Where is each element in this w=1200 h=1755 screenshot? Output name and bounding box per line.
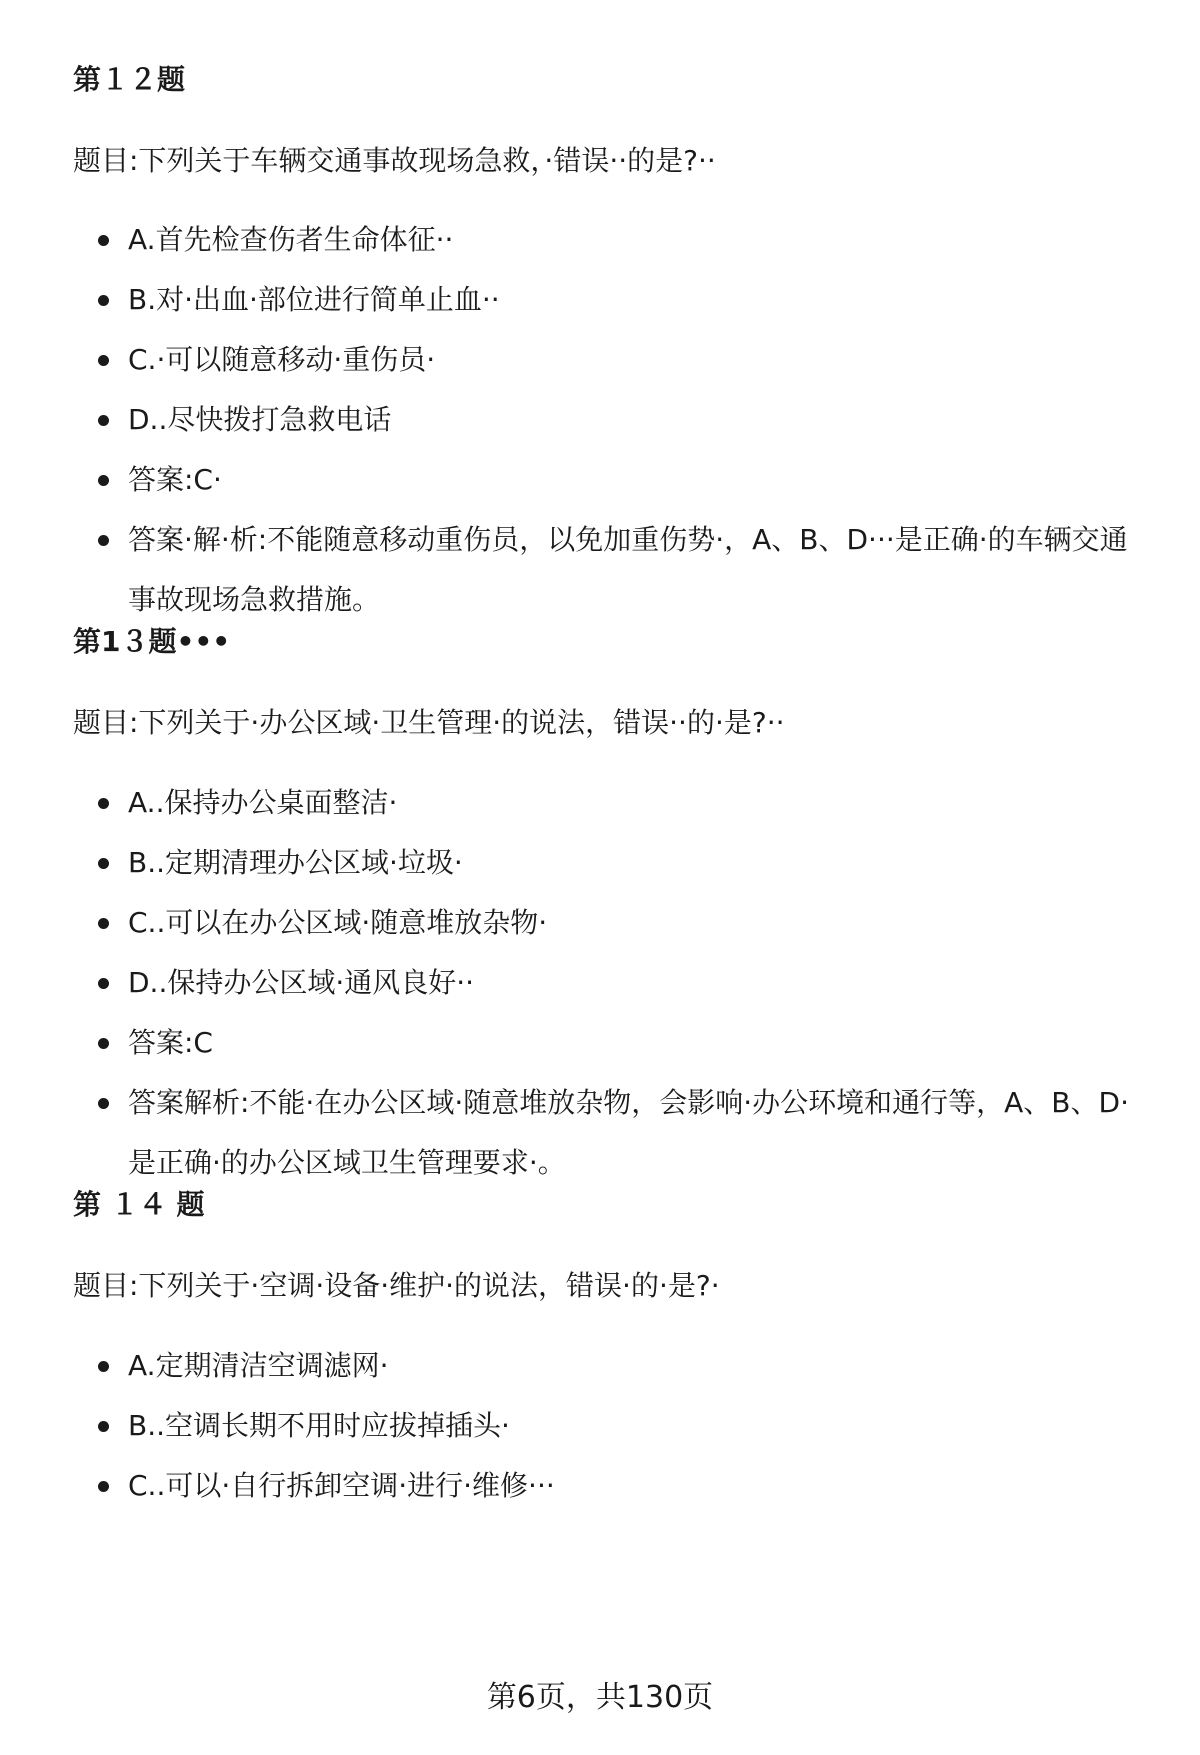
- question-12-options: [73, 210, 1153, 630]
- question-13-options: [73, 773, 1153, 1193]
- question-14-option-c: C..可以·自行拆卸空调·进行·维修···: [73, 1456, 1153, 1516]
- question-14-title: 第 １４ 题: [73, 1188, 205, 1221]
- question-12-option-b: B.对·出血·部位进行简单止血··: [73, 270, 1153, 330]
- question-12-analysis: 答案·解·析:不能随意移动重伤员，以免加重伤势·，A、B、D···是正确·的车辆交通事故现场急救措施。: [73, 510, 1153, 630]
- question-13-option-b: B..定期清理办公区域·垃圾·: [73, 833, 1153, 893]
- question-14-options: [73, 1336, 1153, 1516]
- question-13-title: 第1３题•••: [73, 625, 231, 658]
- question-13-option-c: C..可以在办公区域·随意堆放杂物·: [73, 893, 1153, 953]
- question-12-option-a: A.首先检查伤者生命体征··: [73, 210, 1153, 270]
- question-12-stem: 题目:下列关于车辆交通事故现场急救，·错误··的是?··: [73, 144, 716, 177]
- question-14-option-b: B..空调长期不用时应拔掉插头·: [73, 1396, 1153, 1456]
- question-12-option-d: D..尽快拨打急救电话: [73, 390, 1153, 450]
- question-13-stem: 题目:下列关于·办公区域·卫生管理·的说法，错误··的·是?··: [73, 706, 785, 739]
- question-12-option-c: C.·可以随意移动·重伤员·: [73, 330, 1153, 390]
- question-13-option-d: D..保持办公区域·通风良好··: [73, 953, 1153, 1013]
- question-13-option-a: A..保持办公桌面整洁·: [73, 773, 1153, 833]
- question-12-title: 第１２题: [73, 63, 186, 96]
- question-14-stem: 题目:下列关于·空调·设备·维护·的说法，错误·的·是?·: [73, 1269, 720, 1302]
- question-13-answer: 答案:C: [73, 1013, 1153, 1073]
- question-12-answer: 答案:C·: [73, 450, 1153, 510]
- page-footer: 第6页，共130页: [486, 1680, 714, 1715]
- question-13-analysis: 答案解析:不能·在办公区域·随意堆放杂物，会影响·办公环境和通行等，A、B、D·是正确·的办公区域卫生管理要求·。: [73, 1073, 1153, 1193]
- question-14-option-a: A.定期清洁空调滤网·: [73, 1336, 1153, 1396]
